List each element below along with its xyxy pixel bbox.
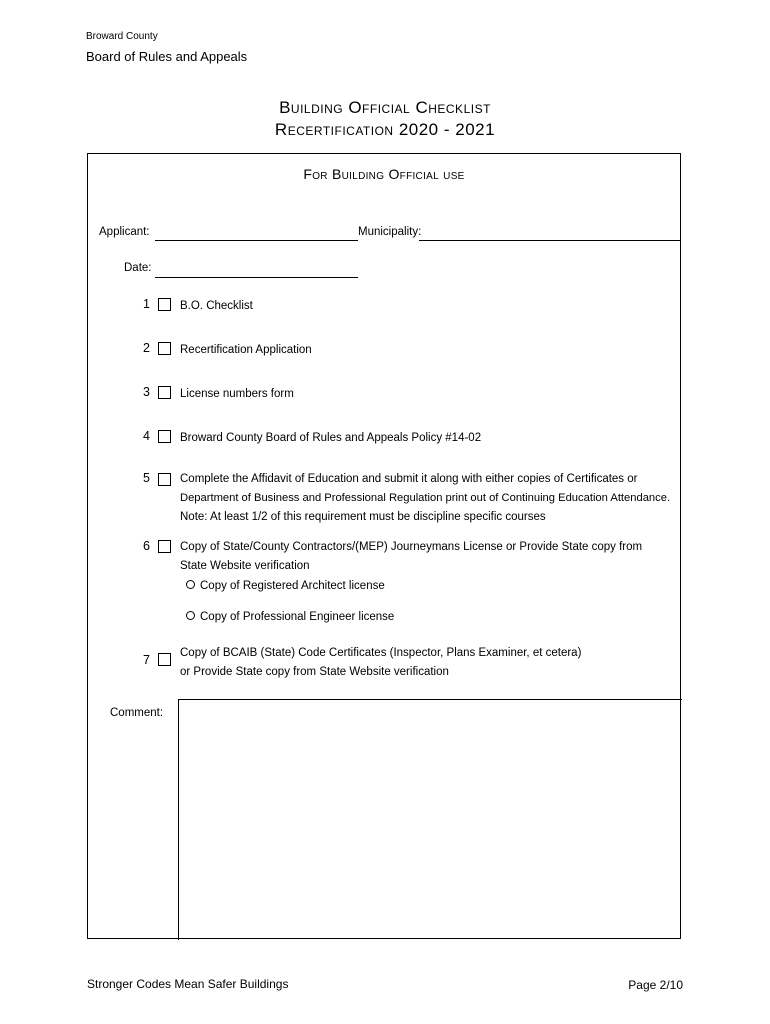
- municipality-field[interactable]: [419, 240, 681, 241]
- item-checkbox[interactable]: [158, 653, 171, 666]
- item-text: Department of Business and Professional Regulation print out of Continuing Education Attendance.: [180, 492, 671, 504]
- document-title: Building Official Checklist: [279, 98, 491, 117]
- sub-option-engineer[interactable]: Copy of Professional Engineer license: [186, 611, 394, 623]
- item-number: 1: [143, 297, 150, 311]
- item-number: 4: [143, 429, 150, 443]
- item-number: 6: [143, 539, 150, 553]
- item-text: Copy of BCAIB (State) Code Certificates (Inspector, Plans Examiner, et cetera): [180, 647, 582, 659]
- municipality-label: Municipality:: [358, 226, 422, 238]
- item-text: State Website verification: [180, 560, 310, 572]
- footer-slogan: Stronger Codes Mean Safer Buildings: [87, 977, 289, 991]
- item-text: License numbers form: [180, 388, 294, 400]
- item-checkbox[interactable]: [158, 540, 171, 553]
- radio-circle-icon[interactable]: [186, 611, 195, 620]
- item-number: 5: [143, 471, 150, 485]
- item-text: B.O. Checklist: [180, 300, 253, 312]
- item-text: Recertification Application: [180, 344, 312, 356]
- comment-textarea[interactable]: [178, 699, 682, 940]
- item-checkbox[interactable]: [158, 386, 171, 399]
- date-field[interactable]: [155, 277, 358, 278]
- applicant-label: Applicant:: [99, 226, 150, 238]
- board-name: Board of Rules and Appeals: [86, 49, 248, 64]
- form-subtitle: For Building Official use: [303, 166, 465, 182]
- item-number: 7: [143, 653, 150, 667]
- comment-label: Comment:: [110, 707, 164, 719]
- page-number: Page 2/10: [628, 978, 683, 992]
- radio-circle-icon[interactable]: [186, 580, 195, 589]
- item-checkbox[interactable]: [158, 430, 171, 443]
- item-number: 2: [143, 341, 150, 355]
- date-label: Date:: [124, 262, 152, 274]
- sub-option-architect[interactable]: Copy of Registered Architect license: [186, 580, 385, 592]
- item-checkbox[interactable]: [158, 298, 171, 311]
- applicant-field[interactable]: [155, 240, 358, 241]
- item-text: Complete the Affidavit of Education and submit it along with either copies of Certificates or: [180, 473, 638, 485]
- item-text: Copy of State/County Contractors/(MEP) Journeymans License or Provide State copy from: [180, 541, 643, 553]
- item-checkbox[interactable]: [158, 342, 171, 355]
- item-text: Note: At least 1/2 of this requirement must be discipline specific courses: [180, 511, 546, 523]
- item-text: or Provide State copy from State Website verification: [180, 666, 449, 678]
- document-subtitle: Recertification 2020 - 2021: [274, 120, 496, 139]
- item-text: Broward County Board of Rules and Appeals Policy #14-02: [180, 432, 482, 444]
- item-checkbox[interactable]: [158, 473, 171, 486]
- item-number: 3: [143, 385, 150, 399]
- county-name: Broward County: [86, 31, 158, 42]
